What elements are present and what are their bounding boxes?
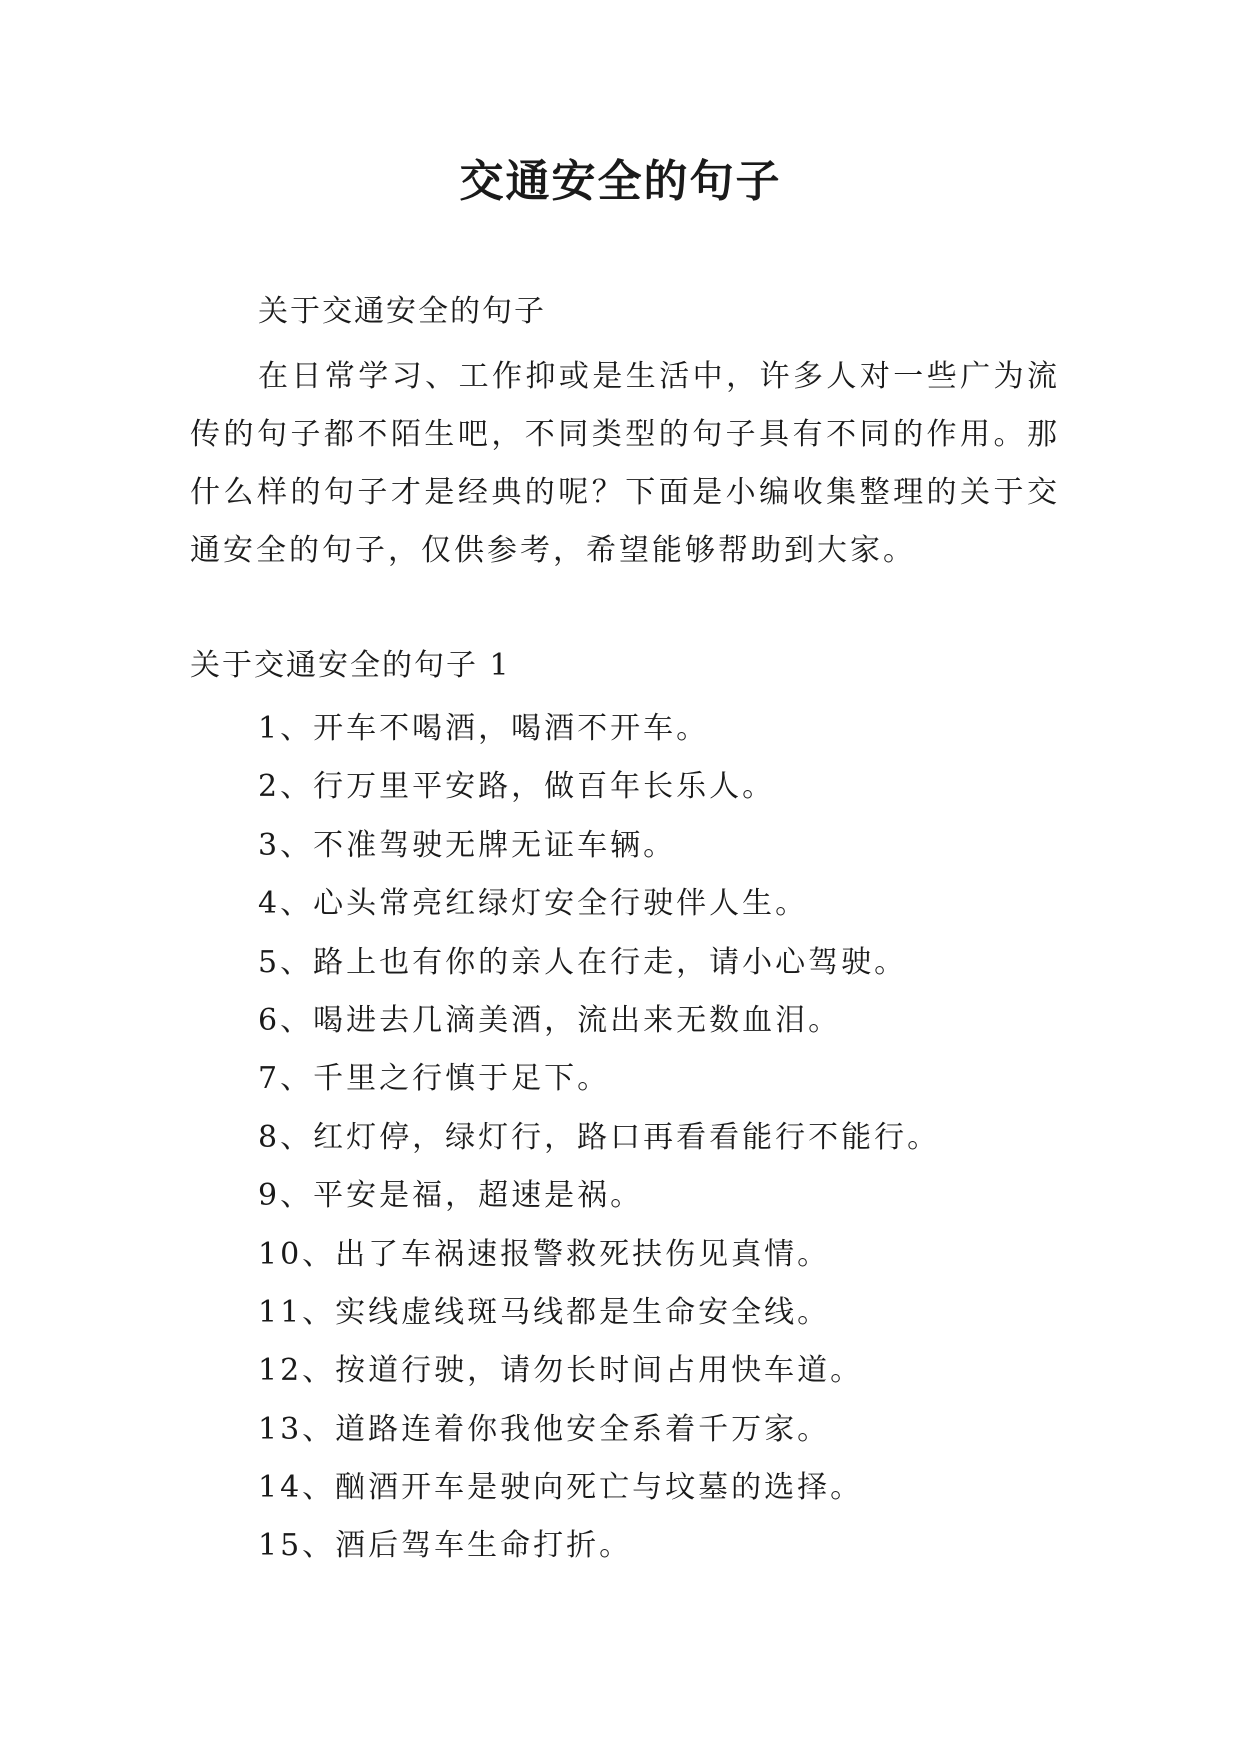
document-title: 交通安全的句子 — [459, 156, 782, 207]
list-item: 2、行万里平安路，做百年长乐人。 — [258, 769, 776, 805]
section-heading: 关于交通安全的句子 1 — [190, 648, 511, 683]
list-item: 11、实线虚线斑马线都是生命安全线。 — [258, 1294, 831, 1330]
list-item: 15、酒后驾车生命打折。 — [258, 1528, 633, 1564]
list-item: 8、红灯停，绿灯行，路口再看看能行不能行。 — [258, 1119, 941, 1155]
list-item: 5、路上也有你的亲人在行走，请小心驾驶。 — [258, 944, 908, 980]
list-item: 3、不准驾驶无牌无证车辆。 — [258, 827, 677, 863]
list-item: 1、开车不喝酒，喝酒不开车。 — [258, 711, 710, 746]
sentence-list — [258, 700, 940, 1576]
list-item: 9、平安是福，超速是祸。 — [258, 1178, 644, 1214]
list-item: 6、喝进去几滴美酒，流出来无数血泪。 — [258, 1002, 842, 1038]
list-item: 13、道路连着你我他安全系着千万家。 — [258, 1411, 831, 1447]
list-item: 12、按道行驶，请勿长时间占用快车道。 — [258, 1353, 864, 1389]
list-item: 14、酗酒开车是驶向死亡与坟墓的选择。 — [258, 1470, 864, 1506]
list-item: 4、心头常亮红绿灯安全行驶伴人生。 — [258, 886, 809, 922]
list-item: 7、千里之行慎于足下。 — [258, 1061, 611, 1097]
intro-paragraph: 在日常学习、工作抑或是生活中，许多人对一些广为流传的句子都不陌生吧，不同类型的句子具有不同的作用。那什么样的句子才是经典的呢？下面是小编收集整理的关于交通安全的句子，仅供参考，希望能够帮助到大家。 — [190, 359, 1060, 568]
list-item: 10、出了车祸速报警救死扶伤见真情。 — [258, 1236, 831, 1272]
document-subtitle: 关于交通安全的句子 — [258, 294, 546, 329]
